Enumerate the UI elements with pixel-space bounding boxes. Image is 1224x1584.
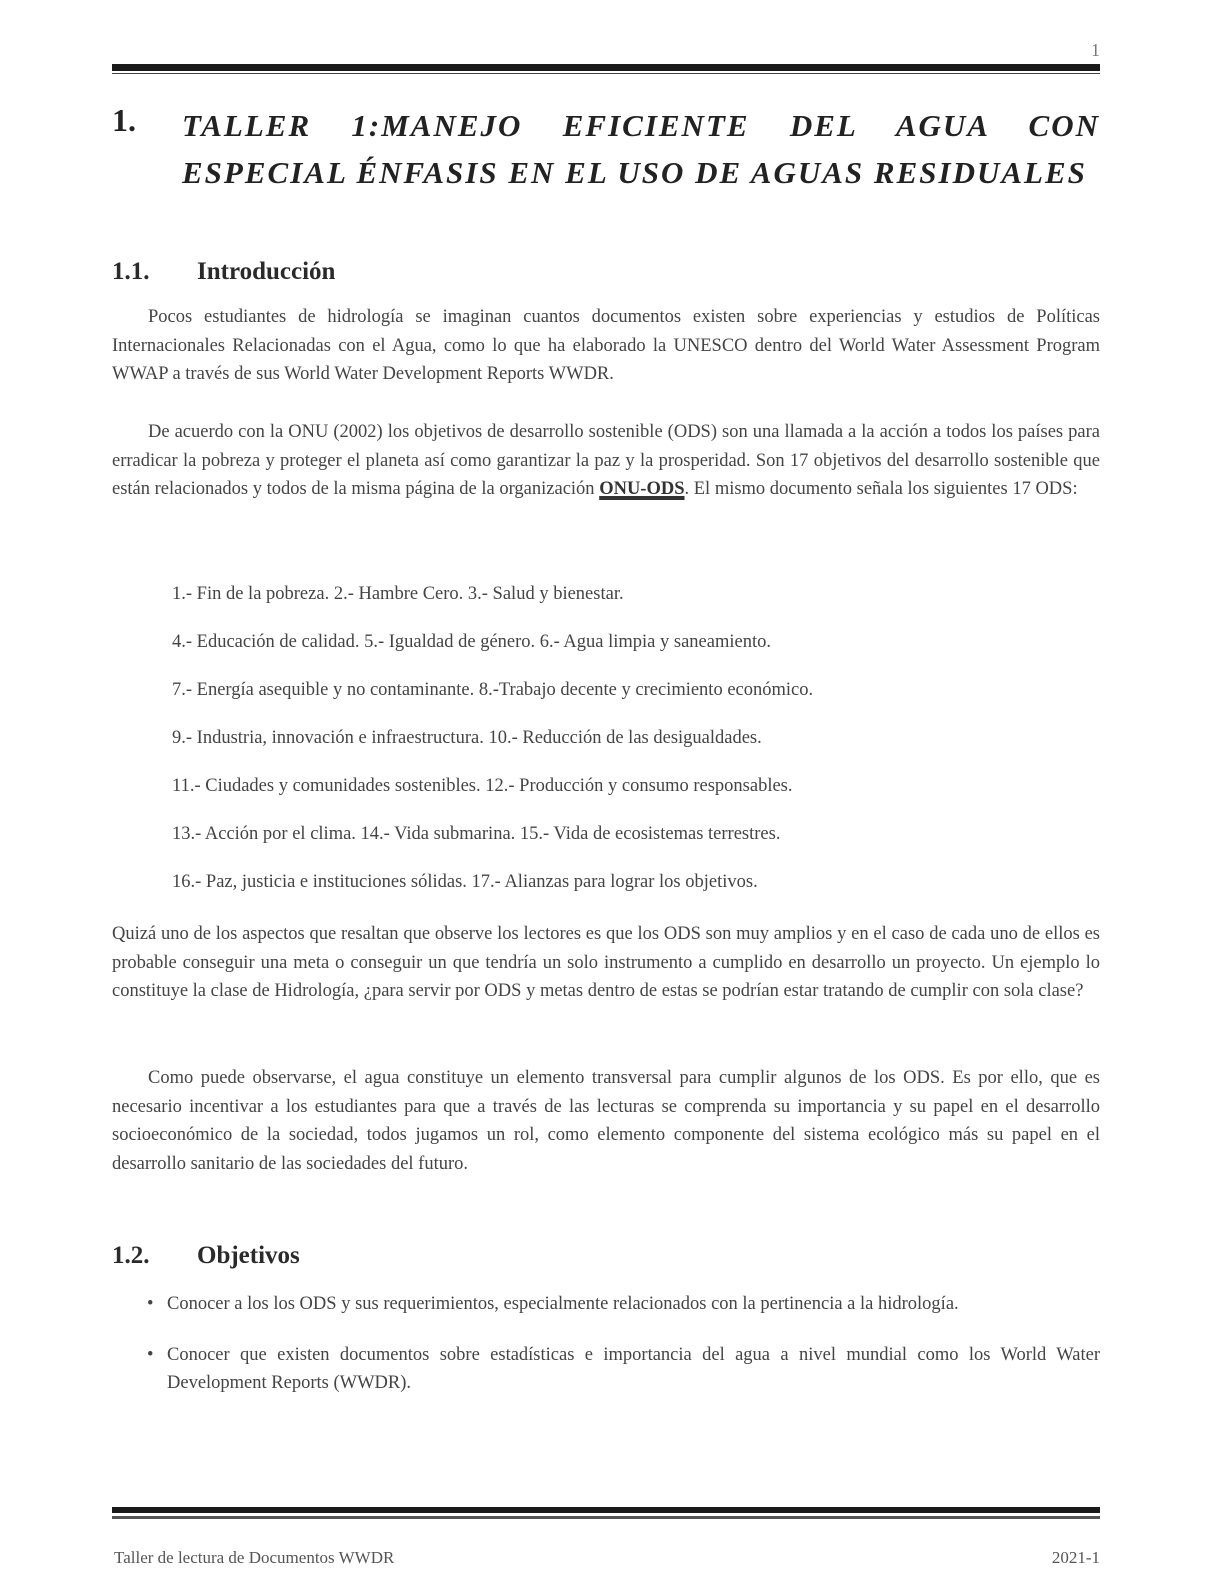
footer-rule bbox=[112, 1507, 1100, 1513]
objectives-list bbox=[145, 1290, 1100, 1420]
section-heading-introduction bbox=[112, 258, 335, 286]
intro-paragraph-2 bbox=[112, 418, 1100, 504]
section-title: Objetivos bbox=[197, 1242, 300, 1269]
ods-list-line: 7.- Energía asequible y no contaminante. 8.-Trabajo decente y crecimiento económico. bbox=[172, 680, 814, 700]
intro-paragraph-1: Pocos estudiantes de hidrología se imaginan cuantos documentos existen sobre experiencias y estudios de Políticas Internacionales Relacionadas con el Agua, como lo que ha elaborado la UNESCO dentro del World Water Assessment Program WWAP a través de sus World Water Development Reports WWDR. bbox=[112, 307, 1100, 384]
section-heading-objectives bbox=[112, 1242, 300, 1270]
intro-paragraph-3: Quizá uno de los aspectos que resaltan que observe los lectores es que los ODS son muy amplios y en el caso de cada uno de ellos es probable conseguir una meta o conseguir un que tendría un solo instrumento a cumplido en desarrollo un proyecto. Un ejemplo lo constituye la clase de Hidrología, ¿para servir por ODS y metas dentro de estas se podrían estar tratando de cumplir con sola clase? bbox=[112, 924, 1100, 1001]
ods-list-line: 13.- Acción por el clima. 14.- Vida submarina. 15.- Vida de ecosistemas terrestres. bbox=[172, 824, 781, 844]
footer-document-title: Taller de lectura de Documentos WWDR bbox=[114, 1548, 395, 1567]
header-rule-thin bbox=[112, 73, 1100, 74]
footer-term: 2021-1 bbox=[1051, 1548, 1100, 1567]
section-number: 1.1. bbox=[112, 258, 150, 285]
page-number: 1 bbox=[1091, 40, 1100, 60]
onu-ods-reference-link[interactable]: ONU-ODS bbox=[599, 479, 685, 499]
ods-list-line: 11.- Ciudades y comunidades sostenibles. 12.- Producción y consumo responsables. bbox=[172, 776, 793, 796]
bullet-icon: • bbox=[147, 1344, 154, 1365]
objective-item: • Conocer a los los ODS y sus requerimientos, especialmente relacionados con la pertinencia a la hidrología. bbox=[145, 1290, 1100, 1319]
intro-paragraph-2-text: De acuerdo con la ONU (2002) los objetivos de desarrollo sostenible (ODS) son una llamada a la acción a todos los países para erradicar la pobreza y proteger el planeta así como garantizar la paz y la prosperidad. Son 17 objetivos del desarrollo sostenible que están relacionados y todos de la misma página de la organización bbox=[112, 422, 1100, 499]
intro-paragraph-4: Como puede observarse, el agua constituye un elemento transversal para cumplir algunos de los ODS. Es por ello, que es necesario incentivar a los estudiantes para que a través de las lecturas se comprenda su importancia y su papel en el desarrollo socioeconómico de la sociedad, todos jugamos un rol, como elemento componente del sistema ecológico más su papel en el desarrollo sanitario de las sociedades del futuro. bbox=[112, 1068, 1100, 1174]
chapter-number: 1. bbox=[112, 102, 136, 138]
ods-list-line: 1.- Fin de la pobreza. 2.- Hambre Cero. 3.- Salud y bienestar. bbox=[172, 584, 624, 604]
ods-list-line: 9.- Industria, innovación e infraestructura. 10.- Reducción de las desigualdades. bbox=[172, 728, 762, 748]
chapter-title: TALLER 1:MANEJO EFICIENTE DEL AGUA CON ESPECIAL ÉNFASIS EN EL USO DE AGUAS RESIDUALES bbox=[182, 108, 1100, 190]
section-title: Introducción bbox=[197, 258, 336, 285]
ods-list-line: 4.- Educación de calidad. 5.- Igualdad de género. 6.- Agua limpia y saneamiento. bbox=[172, 632, 771, 652]
ods-list-line: 16.- Paz, justicia e instituciones sólidas. 17.- Alianzas para lograr los objetivos. bbox=[172, 872, 758, 892]
objective-item: • Conocer que existen documentos sobre estadísticas e importancia del agua a nivel mundial como los World Water Development Reports (WWDR). bbox=[145, 1341, 1100, 1398]
intro-paragraph-2-tail: . El mismo documento señala los siguientes 17 ODS: bbox=[684, 479, 1078, 499]
footer-rule-thin bbox=[112, 1516, 1100, 1519]
bullet-icon: • bbox=[147, 1294, 154, 1314]
section-number: 1.2. bbox=[112, 1242, 150, 1269]
header-rule bbox=[112, 64, 1100, 71]
